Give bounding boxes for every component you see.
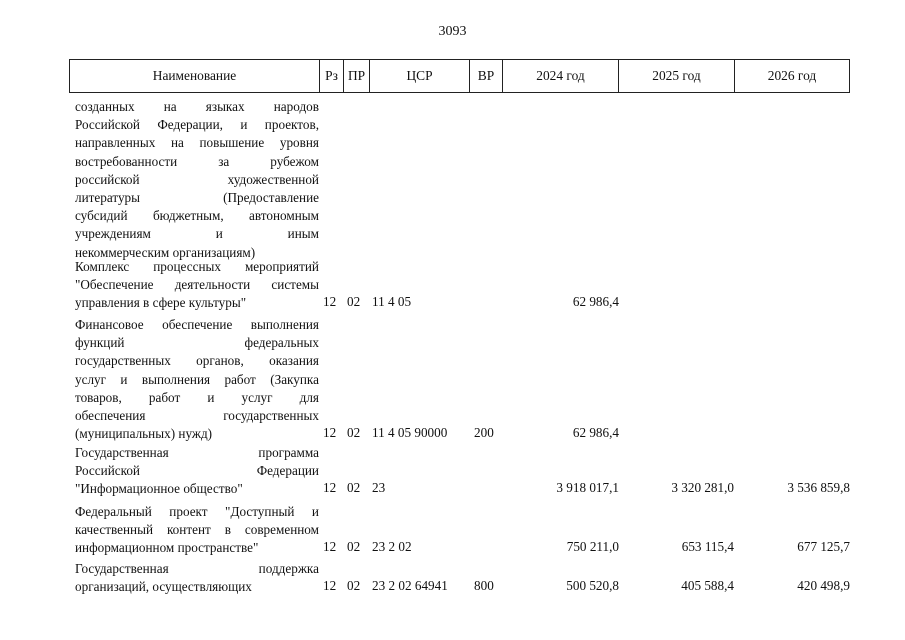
row-name-line: обеспечения государственных — [75, 408, 319, 424]
row-name-line: "Информационное общество" — [75, 481, 243, 497]
row-vr: 800 — [474, 578, 494, 594]
row-year-2025: 3 320 281,0 — [671, 480, 734, 496]
row-year-2026: 420 498,9 — [797, 578, 850, 594]
row-csr: 23 2 02 64941 — [372, 578, 448, 594]
row-name-line: государственных органов, оказания — [75, 353, 319, 369]
row-name-line: качественный контент в современном — [75, 522, 319, 538]
row-name-line: товаров, работ и услуг для — [75, 389, 319, 405]
page-number: 3093 — [438, 24, 467, 39]
row-csr: 11 4 05 90000 — [372, 425, 448, 441]
row-name-line: созданных на языках народов — [75, 99, 319, 114]
row-rz: 12 — [323, 425, 337, 441]
row-year-2024: 3 918 017,1 — [556, 480, 619, 496]
row-name-line: некоммерческим организациям) — [75, 244, 256, 260]
row-csr: 11 4 05 — [372, 294, 412, 310]
header-rz: Рз — [320, 60, 344, 93]
row-rz: 12 — [323, 294, 337, 310]
row-name-line: направленных на повышение уровня — [75, 135, 319, 151]
row-name — [75, 98, 319, 262]
row-pr: 02 — [347, 578, 361, 594]
row-name-line: функций федеральных — [75, 335, 319, 351]
row-name-line: информационном пространстве" — [75, 540, 259, 556]
row-pr: 02 — [347, 425, 361, 441]
row-name-line: Государственная программа — [75, 445, 319, 460]
row-csr: 23 2 02 — [372, 539, 412, 555]
table-header — [69, 59, 850, 93]
row-name-line: субсидий бюджетным, автономным — [75, 208, 319, 224]
row-year-2025: 405 588,4 — [681, 578, 734, 594]
row-name-line: Российской Федерации, и проектов, — [75, 117, 319, 133]
row-name — [75, 503, 319, 558]
row-year-2026: 677 125,7 — [797, 539, 850, 555]
row-name-line: Федеральный проект "Доступный и — [75, 504, 319, 519]
row-rz: 12 — [323, 480, 337, 496]
row-name-line: услуг и выполнения работ (Закупка — [75, 371, 319, 387]
row-name-line: учреждениям и иным — [75, 226, 319, 242]
row-rz: 12 — [323, 578, 337, 594]
row-name — [75, 258, 319, 313]
row-name-line: (муниципальных) нужд) — [75, 426, 213, 442]
row-name — [75, 316, 319, 443]
header-csr: ЦСР — [370, 60, 470, 93]
row-name — [75, 444, 319, 499]
row-name-line: Государственная поддержка — [75, 561, 319, 576]
row-name-line: Финансовое обеспечение выполнения — [75, 317, 319, 332]
header-2026: 2026 год — [735, 60, 850, 93]
row-pr: 02 — [347, 539, 361, 555]
header-pr: ПР — [344, 60, 370, 93]
row-csr: 23 — [372, 480, 386, 496]
row-name — [75, 560, 319, 596]
header-2024: 2024 год — [503, 60, 619, 93]
header-name: Наименование — [70, 60, 320, 93]
row-year-2025: 653 115,4 — [681, 539, 734, 555]
row-rz: 12 — [323, 539, 337, 555]
row-pr: 02 — [347, 480, 361, 496]
row-year-2024: 500 520,8 — [566, 578, 619, 594]
row-name-line: литературы (Предоставление — [75, 190, 319, 206]
header-2025: 2025 год — [619, 60, 735, 93]
row-year-2024: 750 211,0 — [566, 539, 619, 555]
row-name-line: "Обеспечение деятельности системы — [75, 277, 319, 293]
row-pr: 02 — [347, 294, 361, 310]
row-name-line: Российской Федерации — [75, 463, 319, 479]
row-name-line: управления в сфере культуры" — [75, 295, 247, 311]
row-year-2024: 62 986,4 — [572, 425, 619, 441]
row-name-line: Комплекс процессных мероприятий — [75, 259, 319, 274]
row-year-2026: 3 536 859,8 — [787, 480, 850, 496]
row-year-2024: 62 986,4 — [572, 294, 619, 310]
row-vr: 200 — [474, 425, 494, 441]
row-name-line: востребованности за рубежом — [75, 153, 319, 169]
row-name-line: организаций, осуществляющих — [75, 579, 252, 595]
header-vr: ВР — [470, 60, 503, 93]
row-name-line: российской художественной — [75, 171, 319, 187]
